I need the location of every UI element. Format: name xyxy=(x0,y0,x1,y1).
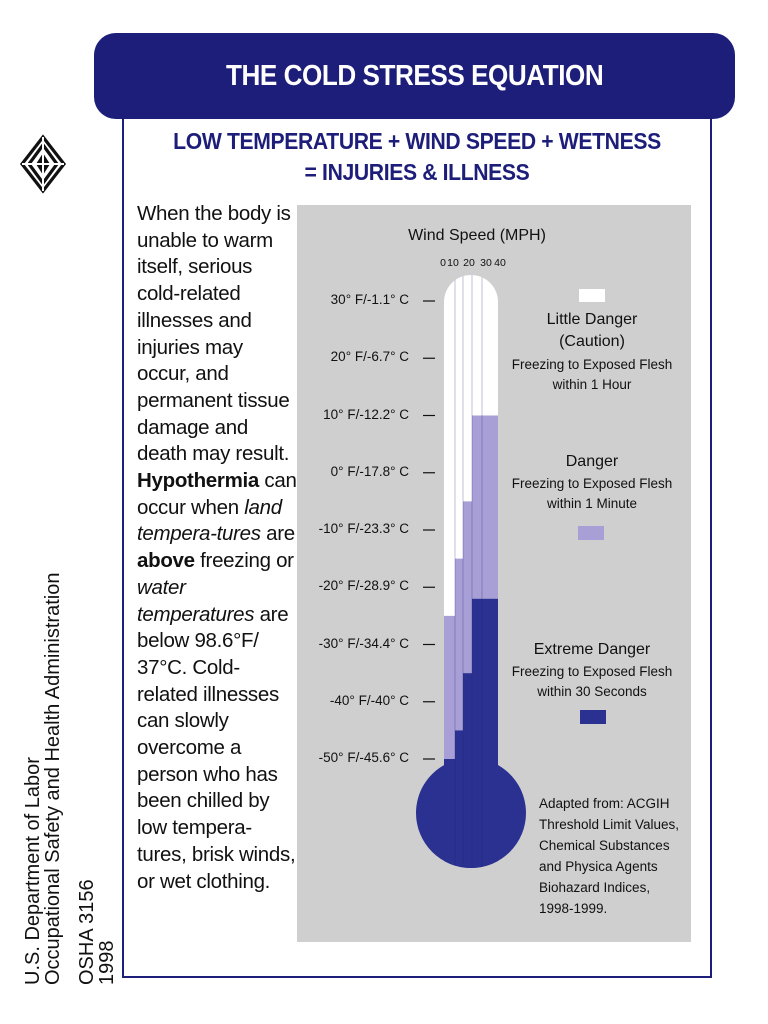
water-temperatures-term: water temperatures xyxy=(137,575,255,626)
legend-desc: Freezing to Exposed Flesh xyxy=(511,476,673,491)
legend-swatch-extreme-danger xyxy=(580,710,606,724)
source-line: Chemical Substances xyxy=(539,838,670,853)
equation-line-2: = INJURIES & ILLNESS xyxy=(304,159,530,185)
source-line: Adapted from: ACGIH xyxy=(539,796,670,811)
danger-zone-column-30 xyxy=(472,416,482,599)
temperature-label: 30° F/-1.1° C xyxy=(330,292,409,307)
agency-name: Occupational Safety and Health Administration xyxy=(42,572,64,985)
legend-title: Extreme Danger xyxy=(533,641,651,658)
page-title: THE COLD STRESS EQUATION xyxy=(225,59,604,92)
legend-little-danger xyxy=(497,309,687,395)
equation-subtitle xyxy=(122,126,712,188)
wind-tick-label: 20 xyxy=(463,257,475,269)
legend-danger xyxy=(497,451,687,514)
source-note xyxy=(539,793,679,919)
source-line: Threshold Limit Values, xyxy=(539,817,680,832)
temperature-label: -10° F/-23.3° C xyxy=(318,521,409,536)
temperature-label: 10° F/-12.2° C xyxy=(323,406,409,422)
wind-speed-title: Wind Speed (MPH) xyxy=(408,227,546,244)
body-text-segment: can occur when xyxy=(137,469,297,519)
source-line: Biohazard Indices, xyxy=(539,880,651,895)
legend-desc: within 1 Minute xyxy=(546,496,638,511)
body-text-segment: are xyxy=(260,522,295,546)
publication-number: OSHA 3156 xyxy=(76,879,98,985)
temperature-label: -40° F/-40° C xyxy=(329,692,409,708)
temperature-label: -50° F/-45.6° C xyxy=(318,750,409,765)
body-paragraph xyxy=(137,201,297,895)
temperature-label: -20° F/-28.9° C xyxy=(318,578,409,594)
legend-swatch-little-danger xyxy=(579,289,605,302)
temperature-label: 0° F/-17.8° C xyxy=(330,463,409,479)
legend-desc: within 1 Hour xyxy=(552,377,632,392)
legend-title: Danger xyxy=(565,453,619,470)
source-line: 1998-1999. xyxy=(539,901,608,916)
dol-logo-icon xyxy=(18,133,68,195)
body-text-segment: freezing or xyxy=(194,549,294,573)
legend-title-sub: (Caution) xyxy=(559,333,625,350)
wind-tick-label: 40 xyxy=(494,257,506,269)
above-term: above xyxy=(137,549,195,573)
hypothermia-term: Hypothermia xyxy=(137,469,260,493)
danger-zone-column-10 xyxy=(455,559,463,731)
temperature-label: -30° F/-34.4° C xyxy=(318,635,409,651)
wind-tick-label: 10 xyxy=(447,257,459,269)
legend-desc: Freezing to Exposed Flesh xyxy=(511,357,673,372)
legend-swatch-danger xyxy=(578,526,604,540)
wind-tick-label: 0 xyxy=(440,257,446,269)
danger-zone-column-20 xyxy=(463,501,472,673)
department-name: U.S. Department of Labor xyxy=(22,757,44,985)
body-text-segment: are below 98.6°F/ 37°C. Cold-related illnesses can slowly overcome a person who has been chilled by low tempera-tures, brisk winds, or wet clothing. xyxy=(137,602,296,893)
land-temperatures-term: land tempera-tures xyxy=(137,495,282,546)
body-intro: When the body is unable to warm itself, serious cold-related illnesses and injuries may occur, and permanent tissue damage and death may result. xyxy=(137,202,291,466)
equation-line-1: LOW TEMPERATURE + WIND SPEED + WETNESS xyxy=(173,128,661,154)
wind-chill-chart xyxy=(297,205,691,942)
temperature-label: 20° F/-6.7° C xyxy=(330,349,409,365)
wind-tick-label: 30 xyxy=(480,257,492,269)
legend-title: Little Danger xyxy=(546,311,638,328)
legend-desc: Freezing to Exposed Flesh xyxy=(511,664,673,679)
source-line: and Physica Agents xyxy=(539,859,658,874)
legend-extreme-danger xyxy=(497,639,687,702)
legend-desc: within 30 Seconds xyxy=(537,684,647,699)
publication-year: 1998 xyxy=(96,940,118,985)
title-banner xyxy=(94,33,735,119)
